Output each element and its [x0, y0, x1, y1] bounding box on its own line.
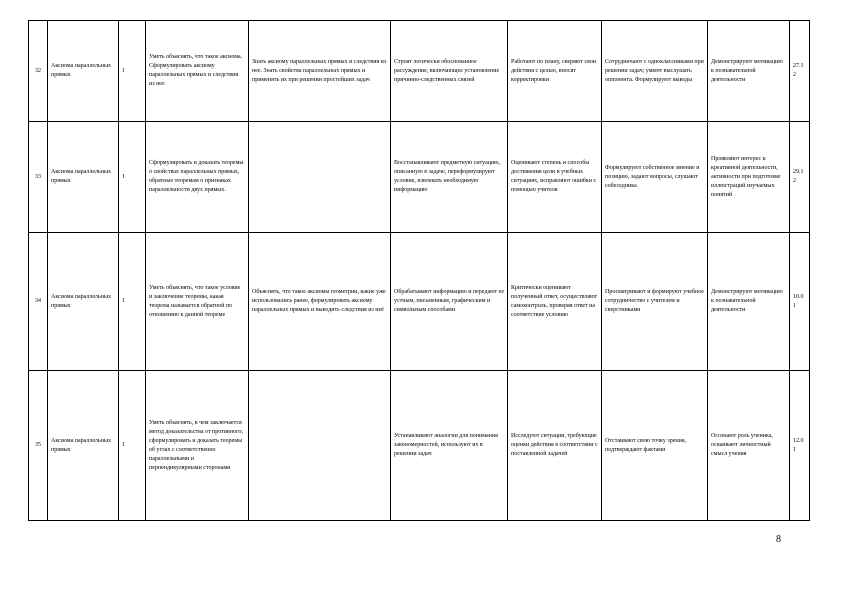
cognitive-uud: Обрабатывают информацию и передают ее устным, письменным, графическим и символьным способами [391, 233, 508, 371]
lesson-date: 12.01 [790, 371, 810, 521]
lesson-plan-table [28, 20, 810, 521]
content-element: Уметь объяснять, что такое аксиома. Сформулировать аксиому параллельных прямых и следствия из нее [146, 21, 249, 122]
mastery-requirements: Знать аксиому параллельных прямых и следствия из нее. Знать свойства параллельных прямых и применять их при решении простейших задач [249, 21, 391, 122]
cognitive-uud: Строят логически обоснованное рассуждение, включающее установление причинно-следственных связей [391, 21, 508, 122]
lesson-date: 27.12 [790, 21, 810, 122]
communicative-uud: Просматривают и формируют учебное сотрудничество с учителем и сверстниками [602, 233, 708, 371]
table-row [29, 233, 810, 371]
regulative-uud: Работают по плану, сверяют свои действия с целью, вносят корректировки [508, 21, 602, 122]
personal-uud: Проявляют интерес к креативной деятельности, активности при подготовке иллюстраций изучаемых понятий [708, 122, 790, 233]
content-element: Сформулировать и доказать теоремы о свойствах параллельных прямых, обратные теоремам о признаках параллельности двух прямых. [146, 122, 249, 233]
lesson-hours: 1 [119, 122, 146, 233]
table-row [29, 21, 810, 122]
personal-uud: Демонстрируют мотивацию к познавательной деятельности [708, 233, 790, 371]
lesson-topic: Аксиома параллельных прямых [48, 21, 119, 122]
mastery-requirements [249, 371, 391, 521]
mastery-requirements [249, 122, 391, 233]
communicative-uud: Сотрудничают с одноклассниками при решении задач; умеют выслушать оппонента. Формулируют выводы [602, 21, 708, 122]
lesson-number: 32 [29, 21, 48, 122]
lesson-number: 34 [29, 233, 48, 371]
lesson-hours: 1 [119, 21, 146, 122]
lesson-number: 33 [29, 122, 48, 233]
table-row [29, 122, 810, 233]
content-element: Уметь объяснять, что такое условие и заключение теоремы, какая теорема называется обратной по отношению к данной теореме [146, 233, 249, 371]
content-element: Уметь объяснять, в чем заключается метод доказательства от противного; сформулировать и доказать теоремы об углах с соответственно параллельными и перпендикулярными сторонами [146, 371, 249, 521]
mastery-requirements: Объяснять, что такое аксиомы геометрии, какие уже использовались ранее, формулировать аксиому параллельных прямых и выводить следствия из неё [249, 233, 391, 371]
lesson-topic: Аксиома параллельных прямых [48, 371, 119, 521]
lesson-hours: 1 [119, 233, 146, 371]
personal-uud: Демонстрируют мотивацию к познавательной деятельности [708, 21, 790, 122]
lesson-date: 29.12 [790, 122, 810, 233]
communicative-uud: Отстаивают свою точку зрения, подтверждают фактами [602, 371, 708, 521]
cognitive-uud: Восстанавливают предметную ситуацию, описанную в задаче, переформулируют условие, извлекать необходимую информацию [391, 122, 508, 233]
lesson-hours: 1 [119, 371, 146, 521]
lesson-topic: Аксиома параллельных прямых [48, 233, 119, 371]
regulative-uud: Исследуют ситуации, требующие оценки действия в соответствии с поставленной задачей [508, 371, 602, 521]
table-row [29, 371, 810, 521]
lesson-topic: Аксиома параллельных прямых [48, 122, 119, 233]
lesson-date: 10.01 [790, 233, 810, 371]
communicative-uud: Формулируют собственное мнение и позицию, задают вопросы, слушают собеседника [602, 122, 708, 233]
page-number: 8 [776, 534, 781, 545]
cognitive-uud: Устанавливают аналогии для понимания закономерностей, используют их в решении задач [391, 371, 508, 521]
lesson-number: 35 [29, 371, 48, 521]
personal-uud: Осознают роль ученика, осваивают личностный смысл учения [708, 371, 790, 521]
regulative-uud: Критически оценивают полученный ответ, осуществляют самоконтроль, проверяя ответ на соответствие условию [508, 233, 602, 371]
regulative-uud: Оценивают степень и способы достижения цели в учебных ситуациях, исправляют ошибки с помощью учителя [508, 122, 602, 233]
